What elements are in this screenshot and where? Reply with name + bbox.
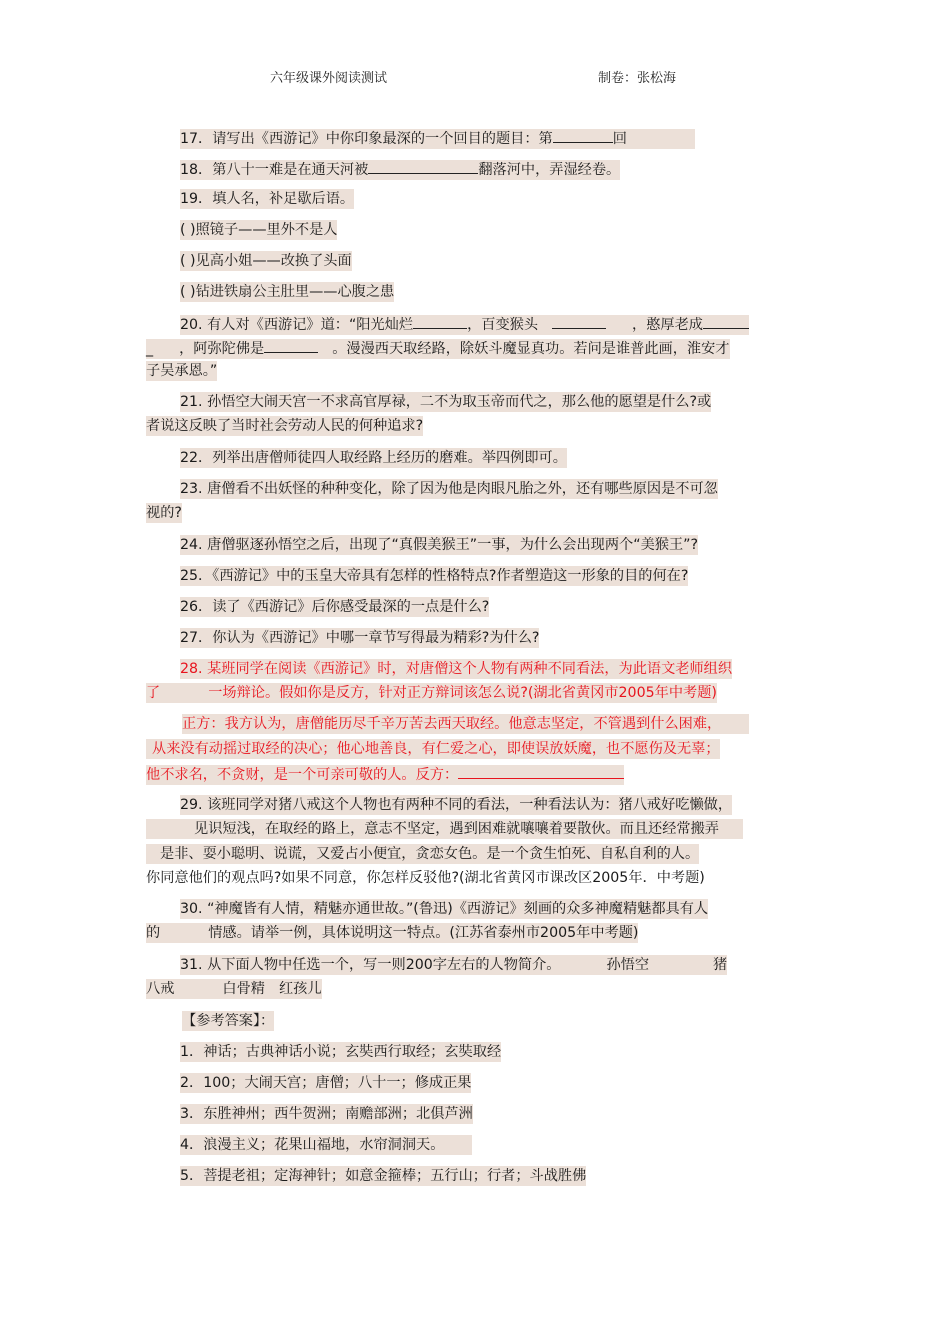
idiom-line-3: ( )钻进铁扇公主肚里——心腹之患 <box>180 284 395 300</box>
idiom-line-2: ( )见高小姐——改换了头面 <box>180 253 352 269</box>
header-title: 六年级课外阅读测试 <box>270 71 388 86</box>
question-21: 21. 孙悟空大闹天宫一不求高官厚禄，二不为取玉帝而代之，那么他的愿望是什么?或 <box>180 394 712 410</box>
question-28: 28. 某班同学在阅读《西游记》时，对唐僧这个人物有两种不同看法，为此语文老师组织 <box>180 661 733 677</box>
question-26: 26．读了《西游记》后你感受最深的一点是什么? <box>180 599 490 615</box>
answer-4: 4．浪漫主义；花果山福地，水帘洞洞天。 <box>180 1136 472 1154</box>
question-29-line-2: 见识短浅，在取经的路上，意志不坚定，遇到困难就嚷嚷着要散伙。而且还经常搬弄 <box>146 820 743 838</box>
debate-negative: 他不求名，不贪财，是一个可亲可敬的人。反方： <box>146 764 624 784</box>
question-31-line-2: 八戒 白骨精 红孩儿 <box>146 981 322 997</box>
question-28-line-2: 了 一场辩论。假如你是反方，针对正方辩词该怎么说?(湖北省黄冈市2005年中考题) <box>146 685 717 701</box>
question-21-line-2: 者说这反映了当时社会劳动人民的何种追求? <box>146 418 424 434</box>
debate-affirmative-line-2: 从来没有动摇过取经的决心；他心地善良，有仁爱之心，即使误放妖魔，也不愿伤及无辜； <box>146 740 720 758</box>
question-20: 20. 有人对《西游记》道：“阳光灿烂 ，百变猴头 ，憨厚老成 <box>180 314 749 334</box>
question-20-line-2: _ ，阿弥陀佛是 。漫漫西天取经路，除妖斗魔显真功。若问是谁普此画，淮安才 <box>146 338 730 358</box>
answer-5: 5．菩提老祖；定海神针；如意金箍棒；五行山；行者；斗战胜佛 <box>180 1168 587 1184</box>
question-24: 24. 唐僧驱逐孙悟空之后，出现了“真假美猴王”一事，为什么会出现两个“美猴王”? <box>180 537 699 553</box>
idiom-line-1: ( )照镜子——里外不是人 <box>180 222 338 238</box>
question-27: 27．你认为《西游记》中哪一章节写得最为精彩?为什么? <box>180 630 540 646</box>
question-19: 19．填人名，补足歇后语。 <box>180 191 355 207</box>
question-23: 23. 唐僧看不出妖怪的种种变化，除了因为他是肉眼凡胎之外，还有哪些原因是不可忽 <box>180 481 718 497</box>
answers-heading: 【参考答案】： <box>182 1013 275 1029</box>
question-18: 18．第八十一难是在通天河被 翻落河中，弄湿经卷。 <box>180 159 620 179</box>
question-29-line-4: 你同意他们的观点吗?如果不同意，你怎样反驳他?(湖北省黄冈市课改区2005年．中考题) <box>146 870 705 886</box>
question-29-line-3: 是非、耍小聪明、说谎，又爱占小便宜，贪恋女色。是一个贪生怕死、自私自利的人。 <box>146 845 699 863</box>
question-23-line-2: 视的? <box>146 505 182 521</box>
question-30-line-2: 的 情感。请举一例，具体说明这一特点。(江苏省泰州市2005年中考题) <box>146 925 639 941</box>
debate-affirmative: 正方：我方认为，唐僧能历尽千辛万苦去西天取经。他意志坚定，不管遇到什么困难， <box>182 715 749 733</box>
question-31: 31. 从下面人物中任选一个，写一则200字左右的人物简介。 孙悟空 猪 <box>180 957 728 973</box>
question-17: 17．请写出《西游记》中你印象最深的一个回目的题目：第 回 <box>180 128 695 148</box>
question-30: 30. “神魔皆有人情，精魅亦通世故。”(鲁迅)《西游记》刻画的众多神魔精魅都具有人 <box>180 901 709 917</box>
question-22: 22．列举出唐僧师徒四人取经路上经历的磨难。举四例即可。 <box>180 450 567 466</box>
question-25: 25．《西游记》中的玉皇大帝具有怎样的性格特点?作者塑造这一形象的目的何在? <box>180 568 689 584</box>
question-29: 29. 该班同学对猪八戒这个人物也有两种不同的看法，一种看法认为：猪八戒好吃懒做， <box>180 797 733 813</box>
question-20-line-3: 子吴承恩。” <box>146 363 218 379</box>
header-author: 制卷：张松海 <box>598 71 677 86</box>
answer-1: 1．神话；古典神话小说；玄奘西行取经；玄奘取经 <box>180 1044 502 1060</box>
answer-3: 3．东胜神州；西牛贺洲；南赡部洲；北俱芦洲 <box>180 1106 473 1122</box>
answer-2: 2．100；大闹天宫；唐僧；八十一；修成正果 <box>180 1075 472 1091</box>
